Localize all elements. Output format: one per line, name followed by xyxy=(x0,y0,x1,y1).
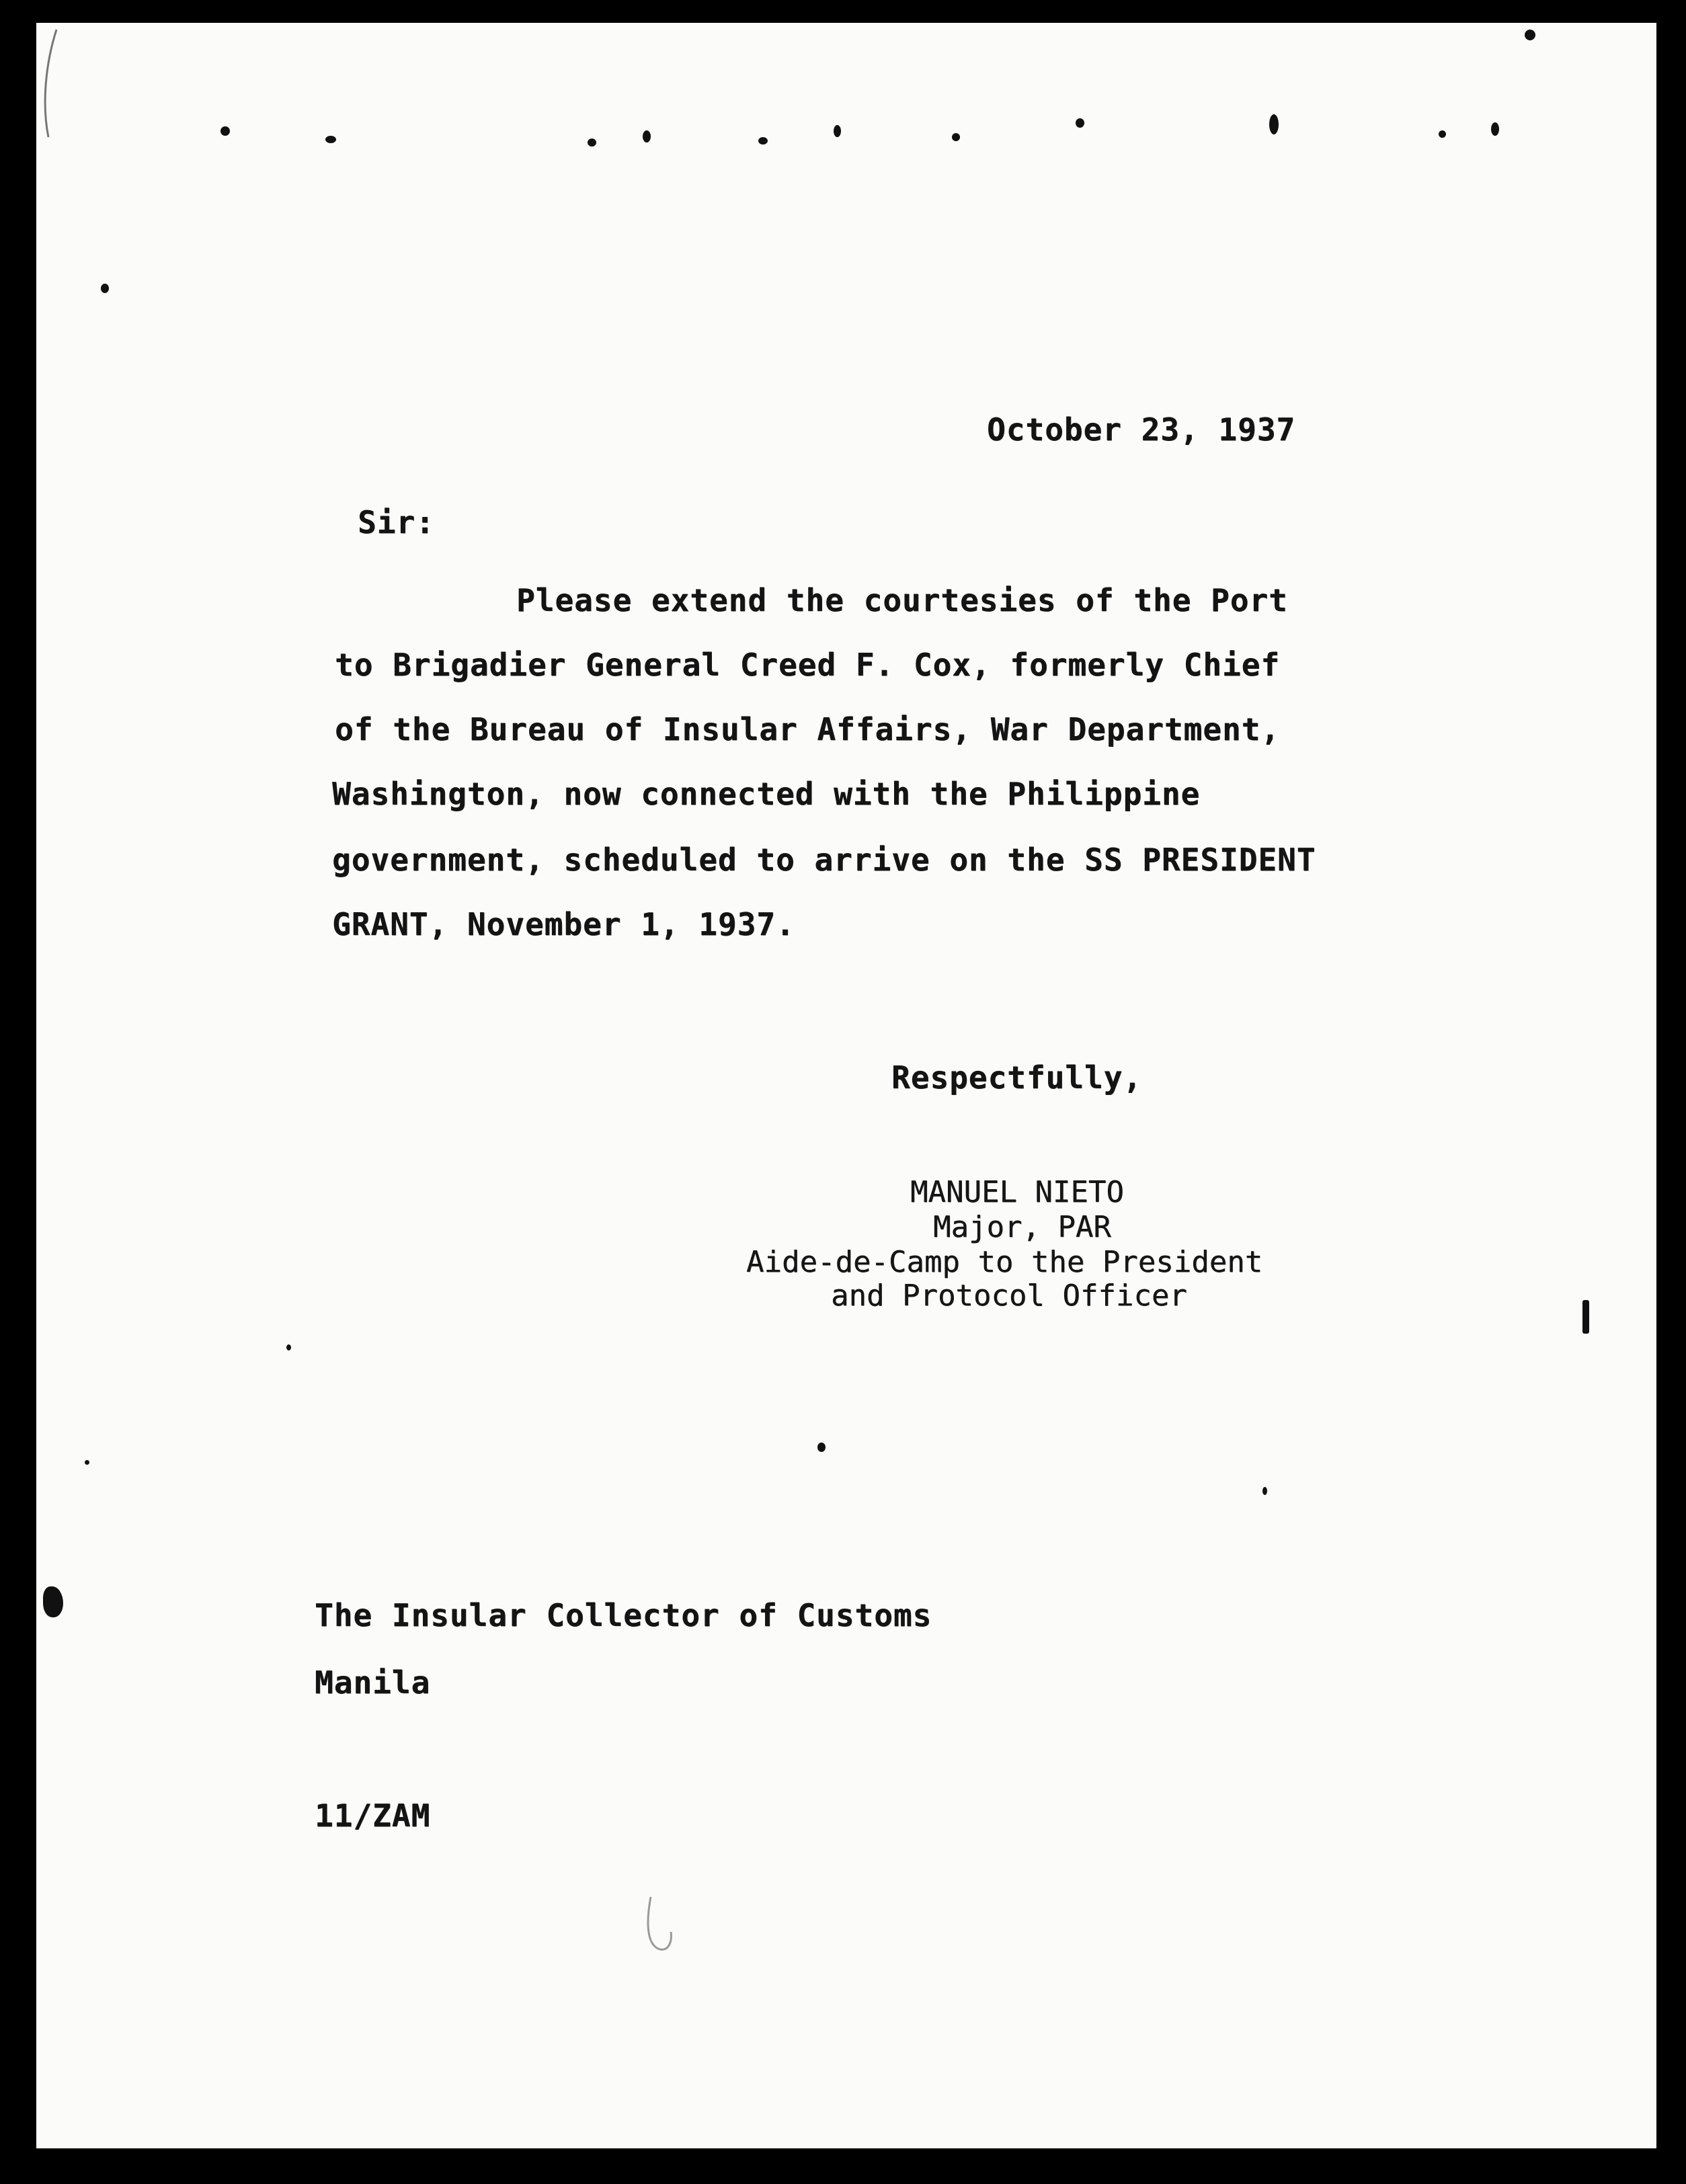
signature-title: Aide-de-Camp to the President xyxy=(746,1245,1263,1279)
scan-speck xyxy=(43,1586,63,1617)
scan-speck xyxy=(286,1344,291,1350)
body-line: to Brigadier General Creed F. Cox, formerly Chief xyxy=(335,647,1281,683)
scan-speck xyxy=(1439,130,1446,138)
scan-speck xyxy=(588,138,596,147)
recipient-line: Manila xyxy=(315,1664,431,1701)
scan-speck xyxy=(758,137,768,145)
signature-name: MANUEL NIETO xyxy=(910,1175,1124,1209)
scan-speck xyxy=(1582,1300,1589,1334)
letter-date: October 23, 1937 xyxy=(987,411,1296,448)
pencil-mark-icon xyxy=(641,1892,682,1959)
scan-speck xyxy=(1262,1487,1267,1495)
recipient-line: The Insular Collector of Customs xyxy=(315,1597,932,1633)
scan-speck xyxy=(1525,30,1535,40)
reference-initials: 11/ZAM xyxy=(315,1797,431,1834)
closing: Respectfully, xyxy=(891,1059,1143,1096)
scan-speck xyxy=(1491,122,1499,136)
edge-mark-icon xyxy=(36,23,77,171)
signature-rank: Major, PAR xyxy=(933,1210,1111,1244)
scan-speck xyxy=(220,126,230,136)
scan-speck xyxy=(101,284,109,293)
scan-speck xyxy=(952,133,960,141)
salutation: Sir: xyxy=(358,504,435,540)
scan-speck xyxy=(817,1443,826,1452)
scan-speck xyxy=(1076,118,1084,128)
scan-speck xyxy=(85,1460,89,1465)
signature-title: and Protocol Officer xyxy=(831,1279,1187,1313)
letter-page xyxy=(36,23,1656,2148)
scan-speck xyxy=(1269,114,1279,134)
body-line: GRANT, November 1, 1937. xyxy=(332,906,795,942)
scan-speck xyxy=(834,125,841,137)
body-line: of the Bureau of Insular Affairs, War Department, xyxy=(335,711,1281,747)
body-line: Washington, now connected with the Philippine xyxy=(332,776,1201,812)
body-line: Please extend the courtesies of the Port xyxy=(516,582,1288,618)
scan-speck xyxy=(325,136,336,143)
scan-speck xyxy=(643,130,651,143)
body-line: government, scheduled to arrive on the SS PRESIDENT xyxy=(332,842,1316,878)
